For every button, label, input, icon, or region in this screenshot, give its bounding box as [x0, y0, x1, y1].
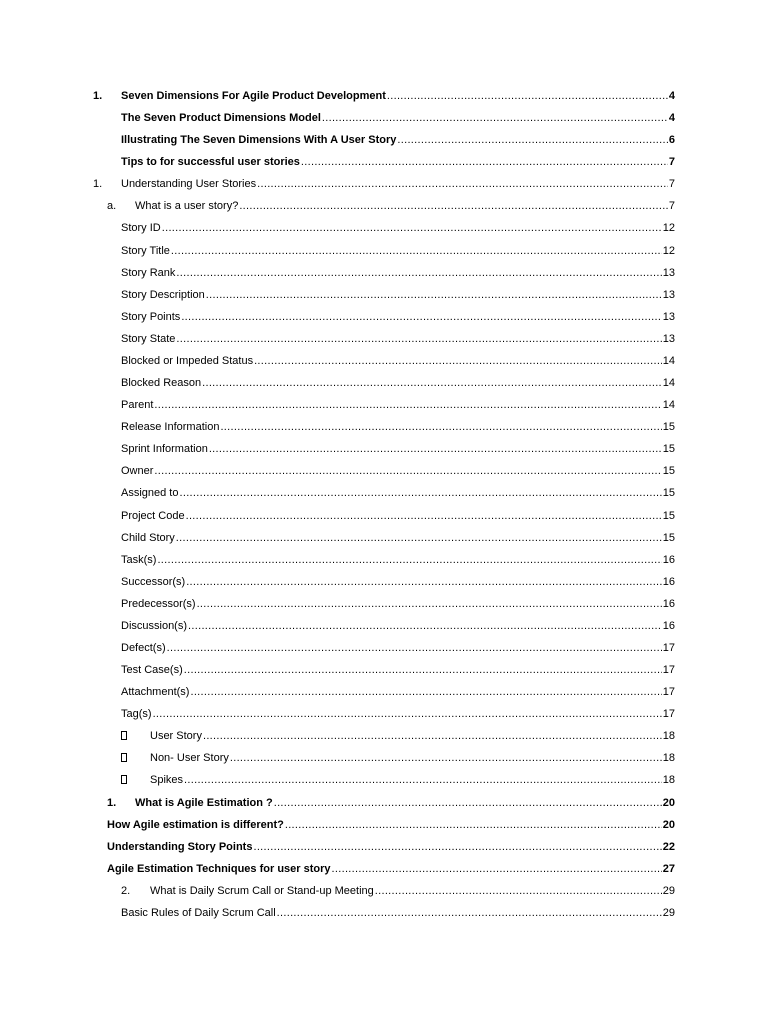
toc-dot-leader [220, 419, 661, 435]
toc-entry-title: Successor(s) [121, 576, 186, 588]
toc-entry[interactable] [121, 485, 675, 501]
toc-dot-leader [154, 463, 661, 479]
toc-entry-title: Agile Estimation Techniques for user story [107, 863, 331, 875]
toc-entry[interactable] [93, 88, 675, 104]
toc-entry-title: Task(s) [121, 554, 157, 566]
toc-entry[interactable] [121, 706, 675, 722]
toc-page-number: 15 [662, 465, 675, 477]
toc-page-number: 16 [662, 576, 675, 588]
toc-entry-title: Tag(s) [121, 708, 152, 720]
toc-entry[interactable] [121, 552, 675, 568]
toc-entry-title: What is Daily Scrum Call or Stand-up Meeting [150, 885, 374, 897]
toc-dot-leader [397, 132, 668, 148]
toc-entry-title: Test Case(s) [121, 664, 183, 676]
toc-page-number: 6 [668, 134, 675, 146]
toc-page-number: 15 [662, 443, 675, 455]
toc-entry[interactable] [121, 243, 675, 259]
toc-entry-title: Defect(s) [121, 642, 166, 654]
toc-page-number: 17 [662, 686, 675, 698]
toc-entry[interactable] [121, 640, 675, 656]
toc-entry-title: Story Rank [121, 267, 176, 279]
toc-entry-title: Tips to for successful user stories [121, 156, 300, 168]
bullet-box-icon [121, 775, 127, 784]
toc-page-number: 15 [662, 421, 675, 433]
toc-entry[interactable] [121, 728, 675, 744]
toc-dot-leader [188, 618, 662, 634]
toc-dot-leader [203, 728, 662, 744]
toc-dot-leader [285, 817, 662, 833]
toc-entry[interactable] [121, 419, 675, 435]
toc-entry-title: Story Points [121, 311, 181, 323]
toc-page-number: 12 [662, 222, 675, 234]
toc-page-number: 13 [662, 289, 675, 301]
toc-entry-title: What is a user story? [135, 200, 239, 212]
toc-entry-title: Blocked Reason [121, 377, 202, 389]
toc-dot-leader [277, 905, 662, 921]
toc-dot-leader [162, 220, 662, 236]
toc-entry[interactable] [107, 839, 675, 855]
toc-dot-leader [209, 441, 662, 457]
toc-page-number: 14 [662, 355, 675, 367]
toc-entry[interactable] [121, 530, 675, 546]
toc-dot-leader [154, 397, 661, 413]
toc-entry-title: Understanding Story Points [107, 841, 253, 853]
toc-entry-title: Parent [121, 399, 154, 411]
toc-entry[interactable] [107, 795, 675, 811]
toc-entry[interactable] [121, 309, 675, 325]
toc-dot-leader [254, 353, 662, 369]
toc-entry[interactable] [121, 110, 675, 126]
toc-dot-leader [176, 331, 661, 347]
toc-entry[interactable] [121, 220, 675, 236]
toc-dot-leader [167, 640, 662, 656]
toc-page-number: 12 [662, 245, 675, 257]
toc-entry-title: Attachment(s) [121, 686, 190, 698]
toc-entry-title: Understanding User Stories [121, 178, 257, 190]
toc-page-number: 7 [668, 156, 675, 168]
toc-entry[interactable] [121, 287, 675, 303]
toc-dot-leader [387, 88, 668, 104]
toc-entry-title: Release Information [121, 421, 220, 433]
toc-entry-title: How Agile estimation is different? [107, 819, 284, 831]
toc-entry-title: Blocked or Impeded Status [121, 355, 254, 367]
toc-entry[interactable] [107, 861, 675, 877]
toc-page-number: 14 [662, 399, 675, 411]
toc-dot-leader [322, 110, 668, 126]
toc-dot-leader [184, 772, 662, 788]
toc-page-number: 4 [668, 90, 675, 102]
toc-entry[interactable] [121, 772, 675, 788]
toc-entry[interactable] [121, 463, 675, 479]
toc-entry-title: Spikes [150, 774, 184, 786]
toc-entry-title: Seven Dimensions For Agile Product Development [121, 90, 386, 102]
toc-entry-number: 1. [93, 178, 103, 190]
toc-page-number: 13 [662, 267, 675, 279]
toc-page-number: 27 [662, 863, 675, 875]
toc-entry-number: a. [107, 200, 117, 212]
toc-dot-leader [176, 265, 661, 281]
toc-entry-title: Child Story [121, 532, 175, 544]
toc-dot-leader [171, 243, 662, 259]
toc-entry-title: Basic Rules of Daily Scrum Call [121, 907, 276, 919]
toc-dot-leader [186, 574, 662, 590]
toc-entry-number: 1. [93, 90, 103, 102]
toc-entry[interactable] [121, 265, 675, 281]
toc-page-number: 13 [662, 311, 675, 323]
toc-entry[interactable] [121, 441, 675, 457]
toc-entry-title: What is Agile Estimation ? [135, 797, 273, 809]
toc-dot-leader [253, 839, 661, 855]
toc-entry-title: Story ID [121, 222, 161, 234]
toc-dot-leader [206, 287, 662, 303]
toc-entry[interactable] [121, 883, 675, 899]
toc-entry-number: 1. [107, 797, 117, 809]
toc-page-number: 17 [662, 664, 675, 676]
toc-entry[interactable] [121, 905, 675, 921]
toc-page-number: 18 [662, 730, 675, 742]
toc-entry[interactable] [121, 353, 675, 369]
toc-entry-title: Assigned to [121, 487, 179, 499]
toc-page-number: 16 [662, 598, 675, 610]
toc-page-number: 29 [662, 907, 675, 919]
toc-page-number: 29 [662, 885, 675, 897]
toc-entry[interactable] [121, 596, 675, 612]
toc-dot-leader [274, 795, 662, 811]
bullet-box-icon [121, 731, 127, 740]
toc-dot-leader [197, 596, 662, 612]
toc-dot-leader [184, 662, 662, 678]
toc-dot-leader [202, 375, 662, 391]
toc-entry[interactable] [121, 618, 675, 634]
toc-page-number: 16 [662, 554, 675, 566]
toc-page-number: 15 [662, 532, 675, 544]
toc-page-number: 20 [662, 819, 675, 831]
toc-entry-title: Sprint Information [121, 443, 208, 455]
toc-entry-number: 2. [121, 885, 131, 897]
toc-page-number: 17 [662, 642, 675, 654]
toc-dot-leader [153, 706, 662, 722]
toc-entry[interactable] [121, 574, 675, 590]
toc-entry[interactable] [121, 375, 675, 391]
toc-page-number: 18 [662, 752, 675, 764]
toc-entry[interactable] [121, 750, 675, 766]
toc-page-number: 15 [662, 487, 675, 499]
toc-dot-leader [190, 684, 661, 700]
toc-page-number: 14 [662, 377, 675, 389]
toc-page-number: 13 [662, 333, 675, 345]
toc-page-number: 16 [662, 620, 675, 632]
toc-dot-leader [257, 176, 668, 192]
toc-dot-leader [332, 861, 662, 877]
toc-entry[interactable] [121, 154, 675, 170]
toc-entry-title: Project Code [121, 510, 185, 522]
toc-entry-title: Predecessor(s) [121, 598, 196, 610]
toc-entry-title: The Seven Product Dimensions Model [121, 112, 321, 124]
toc-entry[interactable] [121, 662, 675, 678]
toc-dot-leader [179, 485, 661, 501]
toc-dot-leader [181, 309, 661, 325]
toc-entry-title: Non- User Story [150, 752, 229, 764]
toc-dot-leader [230, 750, 662, 766]
toc-entry-title: Story Description [121, 289, 205, 301]
toc-page-number: 22 [662, 841, 675, 853]
toc-page-number: 4 [668, 112, 675, 124]
toc-page-number: 18 [662, 774, 675, 786]
toc-entry[interactable] [107, 198, 675, 214]
toc-page-number: 15 [662, 510, 675, 522]
toc-entry[interactable] [121, 508, 675, 524]
toc-dot-leader [239, 198, 668, 214]
toc-dot-leader [301, 154, 668, 170]
toc-entry[interactable] [107, 817, 675, 833]
toc-entry[interactable] [121, 331, 675, 347]
bullet-box-icon [121, 753, 127, 762]
toc-page-number: 17 [662, 708, 675, 720]
toc-entry-title: Illustrating The Seven Dimensions With A User Story [121, 134, 397, 146]
toc-dot-leader [375, 883, 662, 899]
toc-page-number: 7 [668, 178, 675, 190]
toc-page-number: 7 [668, 200, 675, 212]
toc-dot-leader [186, 508, 662, 524]
toc-entry-title: Discussion(s) [121, 620, 188, 632]
toc-entry-title: Story State [121, 333, 176, 345]
toc-entry[interactable] [93, 176, 675, 192]
toc-dot-leader [157, 552, 661, 568]
toc-entry-title: Story Title [121, 245, 170, 257]
toc-entry[interactable] [121, 132, 675, 148]
toc-page-number: 20 [662, 797, 675, 809]
toc-entry[interactable] [121, 684, 675, 700]
toc-entry[interactable] [121, 397, 675, 413]
toc-entry-title: User Story [150, 730, 202, 742]
toc-entry-title: Owner [121, 465, 154, 477]
toc-dot-leader [176, 530, 662, 546]
